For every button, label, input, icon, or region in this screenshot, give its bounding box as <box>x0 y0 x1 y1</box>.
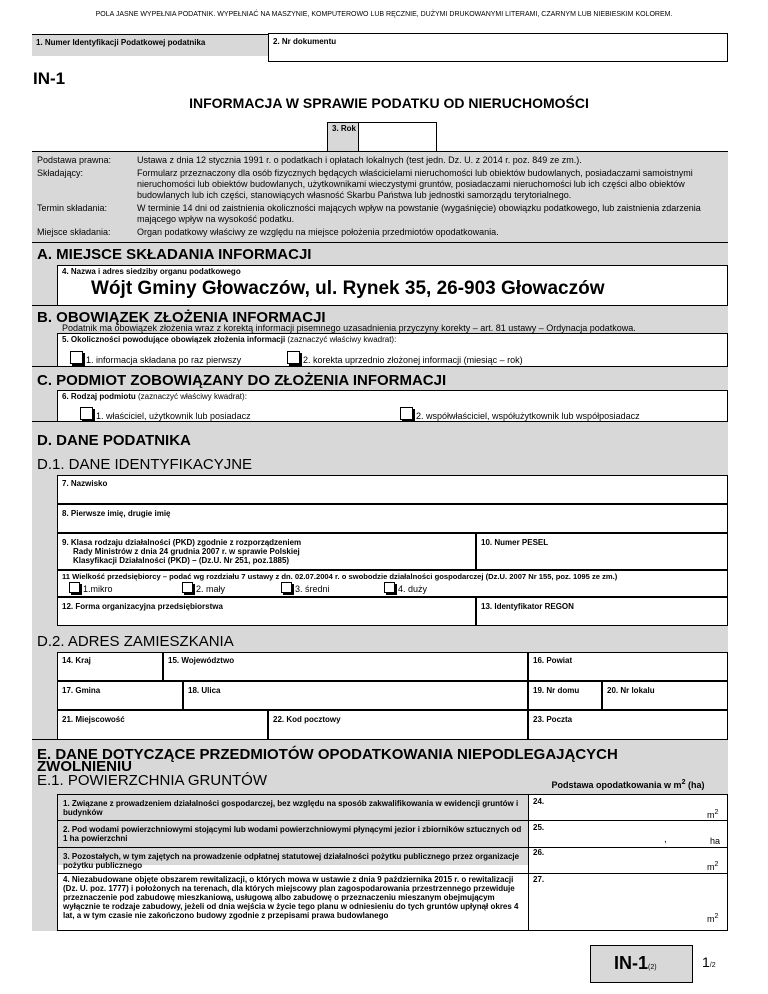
legal-label-0: Podstawa prawna: <box>37 155 112 165</box>
field9-label-2: Rady Ministrów z dnia 24 grudnia 2007 r. w sprawie Polskiej <box>73 547 300 556</box>
field26-unit-sup: 2 <box>714 861 719 868</box>
field6-label-text: 6. Rodzaj podmiotu <box>62 392 136 401</box>
field4-label: 4. Nazwa i adres siedziby organu podatkowego <box>62 267 241 276</box>
checkbox-icon[interactable] <box>80 407 93 420</box>
page-number-current: 1 <box>702 954 710 970</box>
field24-unit-sup: 2 <box>714 809 719 816</box>
year-input[interactable] <box>358 122 437 152</box>
land-row-2-desc <box>57 821 528 848</box>
field5-option-2-label: 2. korekta uprzednio złożonej informacji (miesiąc – rok) <box>303 355 523 365</box>
size-option-2[interactable] <box>182 582 225 594</box>
field24-number: 24. <box>533 797 545 806</box>
base-label-sup: 2 <box>681 779 686 786</box>
legal-label-2: Termin składania: <box>37 203 108 213</box>
size-option-1[interactable] <box>69 582 113 594</box>
field6-hint: (zaznaczyć właściwy kwadrat): <box>135 392 247 401</box>
field24-unit-text: m <box>707 810 715 820</box>
legal-text-2: W terminie 14 dni od zaistnienia okoliczności mających wpływ na powstanie (wygaśnięcie) obowiązku podatkowego, lub zaistnienia zdarzenia mającego wpływ na wysokość podatku. <box>137 203 701 224</box>
section-e-title-2: ZWOLNIENIU <box>37 758 132 775</box>
field23-label: 23. Poczta <box>533 715 573 724</box>
field25-box[interactable] <box>528 821 728 848</box>
field10-label: 10. Numer PESEL <box>481 538 549 547</box>
field18-box[interactable] <box>183 681 528 710</box>
field16-label: 16. Powiat <box>533 656 573 665</box>
field27-unit-sup: 2 <box>714 913 719 920</box>
field2-box[interactable] <box>268 33 728 62</box>
field5-label-text: 5. Okoliczności powodujące obowiązek złożenia informacji <box>62 335 286 344</box>
field6-option-2[interactable] <box>400 407 640 421</box>
field26-unit-text: m <box>707 862 715 872</box>
field26-box[interactable] <box>528 848 728 874</box>
form-code: IN-1 <box>33 69 66 88</box>
footer-code <box>614 953 657 974</box>
page-number <box>702 954 716 972</box>
section-b-note: Podatnik ma obowiązek złożenia wraz z korektą informacji pisemnego uzasadnienia przyczyny korekty – art. 81 ustawy – Ordynacja podatkowa. <box>62 323 636 333</box>
field1-box <box>32 34 268 56</box>
land-row-3-text: 3. Pozostałych, w tym zajętych na prowadzenie odpłatnej statutowej działalności pożytku publicznego przez organizacje pożytku publicznego <box>63 852 520 870</box>
field4-value: Wójt Gminy Głowaczów, ul. Rynek 35, 26-903 Głowaczów <box>91 278 605 299</box>
land-row-1-text: 1. Związane z prowadzeniem działalności gospodarczej, bez względu na sposób zakwalifikowania w ewidencji gruntów i budynków <box>63 799 519 817</box>
land-row-2-text: 2. Pod wodami powierzchniowymi stojącymi lub wodami powierzchniowymi płynącymi jezior i zbiorników sztucznych od 1 ha powierzchni <box>63 825 522 843</box>
base-label-text: Podstawa opodatkowania w m <box>551 780 682 790</box>
field25-number: 25. <box>533 823 545 832</box>
field26-number: 26. <box>533 848 545 857</box>
field27-unit-text: m <box>707 914 715 924</box>
section-a-title: A. MIEJSCE SKŁADANIA INFORMACJI <box>37 246 312 263</box>
field15-label: 15. Województwo <box>168 656 235 665</box>
legal-label-3: Miejsce składania: <box>37 227 111 237</box>
field13-label: 13. Identyfikator REGON <box>481 602 574 611</box>
top-notice: POLA JASNE WYPEŁNIA PODATNIK. WYPEŁNIAĆ NA MASZYNIE, KOMPUTEROWO LUB RĘCZNIE, DUŻYMI DRUKOWANYMI LITERAMI, CZARNYM LUB NIEBIESKIM KOLOREM. <box>95 11 673 18</box>
section-e-title-1: E. DANE DOTYCZĄCE PRZEDMIOTÓW OPODATKOWANIA NIEPODLEGAJĄCYCH <box>37 746 618 763</box>
legal-text-3: Organ podatkowy właściwy ze względu na miejsce położenia przedmiotów opodatkowania. <box>137 227 499 237</box>
field5-label <box>62 335 396 344</box>
field22-label: 22. Kod pocztowy <box>273 715 341 724</box>
checkbox-icon[interactable] <box>182 582 193 593</box>
legal-text-0: Ustawa z dnia 12 stycznia 1991 r. o podatkach i opłatach lokalnych (test jedn. Dz. U. z 2014 r. poz. 849 ze zm.). <box>137 155 582 165</box>
field12-label: 12. Forma organizacyjna przedsiębiorstwa <box>62 602 223 611</box>
checkbox-icon[interactable] <box>400 407 413 420</box>
page-number-total: /2 <box>709 962 716 969</box>
section-e-side-fill <box>32 865 57 931</box>
field2-label: 2. Nr dokumentu <box>273 37 337 46</box>
section-e1-title: E.1. POWIERZCHNIA GRUNTÓW <box>37 772 268 789</box>
field14-label: 14. Kraj <box>62 656 91 665</box>
size-option-4[interactable] <box>384 582 427 594</box>
section-d-title: D. DANE PODATNIKA <box>37 432 191 449</box>
field7-label: 7. Nazwisko <box>62 479 108 488</box>
checkbox-icon[interactable] <box>287 351 300 364</box>
form-title: INFORMACJA W SPRAWIE PODATKU OD NIERUCHOMOŚCI <box>189 95 589 111</box>
field20-label: 20. Nr lokalu <box>607 686 655 695</box>
section-b-title: B. OBOWIĄZEK ZŁOŻENIA INFORMACJI <box>37 309 326 326</box>
footer-code-sub: (2) <box>648 964 657 971</box>
year-label: 3. Rok <box>332 124 357 133</box>
field25-separator: , <box>664 834 667 845</box>
field6-option-2-label: 2. współwłaściciel, współużytkownik lub współposiadacz <box>416 411 640 421</box>
field6-option-1-label: 1. właściciel, użytkownik lub posiadacz <box>96 411 251 421</box>
field5-option-2[interactable] <box>287 351 523 365</box>
legal-label-1: Składający: <box>37 168 84 178</box>
field27-number: 27. <box>533 875 545 884</box>
field6-option-1[interactable] <box>80 407 251 421</box>
field5-hint: (zaznaczyć właściwy kwadrat): <box>285 335 397 344</box>
field8-label: 8. Pierwsze imię, drugie imię <box>62 509 171 518</box>
legal-text-1: Formularz przeznaczony dla osób fizycznych będących właścicielami nieruchomości lub obiektów budowlanych, posiadaczami samoistnymi nieruchomości lub obiektów budowlanych, użytkownikami wieczystymi gruntów, posiadaczami nieruchomości lub ich części albo obiektów budowlanych lub ich części, stanowiących własność Skarbu Państwa lub jednostki samorządu terytorialnego. <box>137 168 693 200</box>
checkbox-icon[interactable] <box>69 582 80 593</box>
field27-box[interactable] <box>528 874 728 931</box>
field24-unit <box>707 809 718 820</box>
section-d1-title: D.1. DANE IDENTYFIKACYJNE <box>37 456 253 473</box>
size-option-1-label: 1.mikro <box>83 584 113 594</box>
field27-unit <box>707 913 718 924</box>
section-c-title: C. PODMIOT ZOBOWIĄZANY DO ZŁOŻENIA INFORMACJI <box>37 372 447 389</box>
land-row-1-desc <box>57 794 528 821</box>
field5-option-1-label: 1. informacja składana po raz pierwszy <box>86 355 242 365</box>
land-row-4-desc <box>57 874 528 931</box>
land-row-3-desc <box>57 848 528 874</box>
size-option-3[interactable] <box>281 582 330 594</box>
field1-label: 1. Numer Identyfikacji Podatkowej podatnika <box>36 38 206 47</box>
size-option-3-label: 3. średni <box>295 584 330 594</box>
field18-label: 18. Ulica <box>188 686 221 695</box>
field17-label: 17. Gmina <box>62 686 101 695</box>
size-option-4-label: 4. duży <box>398 584 428 594</box>
footer-code-text: IN-1 <box>614 953 649 973</box>
field25-unit: ha <box>710 836 721 846</box>
size-option-2-label: 2. mały <box>196 584 226 594</box>
checkbox-icon[interactable] <box>281 582 292 593</box>
field21-label: 21. Miejscowość <box>62 715 125 724</box>
base-label-unit: (ha) <box>685 780 705 790</box>
field6-label <box>62 392 247 401</box>
field24-box[interactable] <box>528 794 728 821</box>
field5-option-1[interactable] <box>70 351 241 365</box>
land-row-4-text: 4. Niezabudowane objęte obszarem rewitalizacji, o których mowa w ustawie z dnia 9 października 2015 r. o rewitalizacji (Dz. U. poz. 1777) i położonych na terenach, dla których miejscowy plan zagospodarowania przestrzennego przewiduje przeznaczenie pod zabudowę mieszkaniową, usługową albo zabudowę o przeznaczeniu mieszanym obejmującym wyłącznie te rodzaje zabudowy, jeżeli od dnia wejścia w życie tego planu w odniesieniu do tych gruntów upłynął okres 4 lat, a w tym czasie nie zakończono budowy zgodnie z przepisami prawa budowlanego <box>63 875 519 920</box>
field9-label-3: Klasyfikacji Działalności (PKD) – (Dz.U. Nr 251, poz.1885) <box>73 556 290 565</box>
base-label <box>528 779 728 790</box>
field26-unit <box>707 861 718 872</box>
checkbox-icon[interactable] <box>384 582 395 593</box>
section-d2-title: D.2. ADRES ZAMIESZKANIA <box>37 633 234 650</box>
field9-label-1: 9. Klasa rodzaju działalności (PKD) zgodnie z rozporządzeniem <box>62 538 302 547</box>
field11-label: 11 Wielkość przedsiębiorcy – podać wg rozdziału 7 ustawy z dn. 02.07.2004 r. o swobodzie działalności gospodarczej (Dz.U. 2007 Nr 155, poz. 1095 ze zm.) <box>62 572 618 581</box>
field19-label: 19. Nr domu <box>533 686 580 695</box>
checkbox-icon[interactable] <box>70 351 83 364</box>
field7-box[interactable] <box>57 475 728 504</box>
